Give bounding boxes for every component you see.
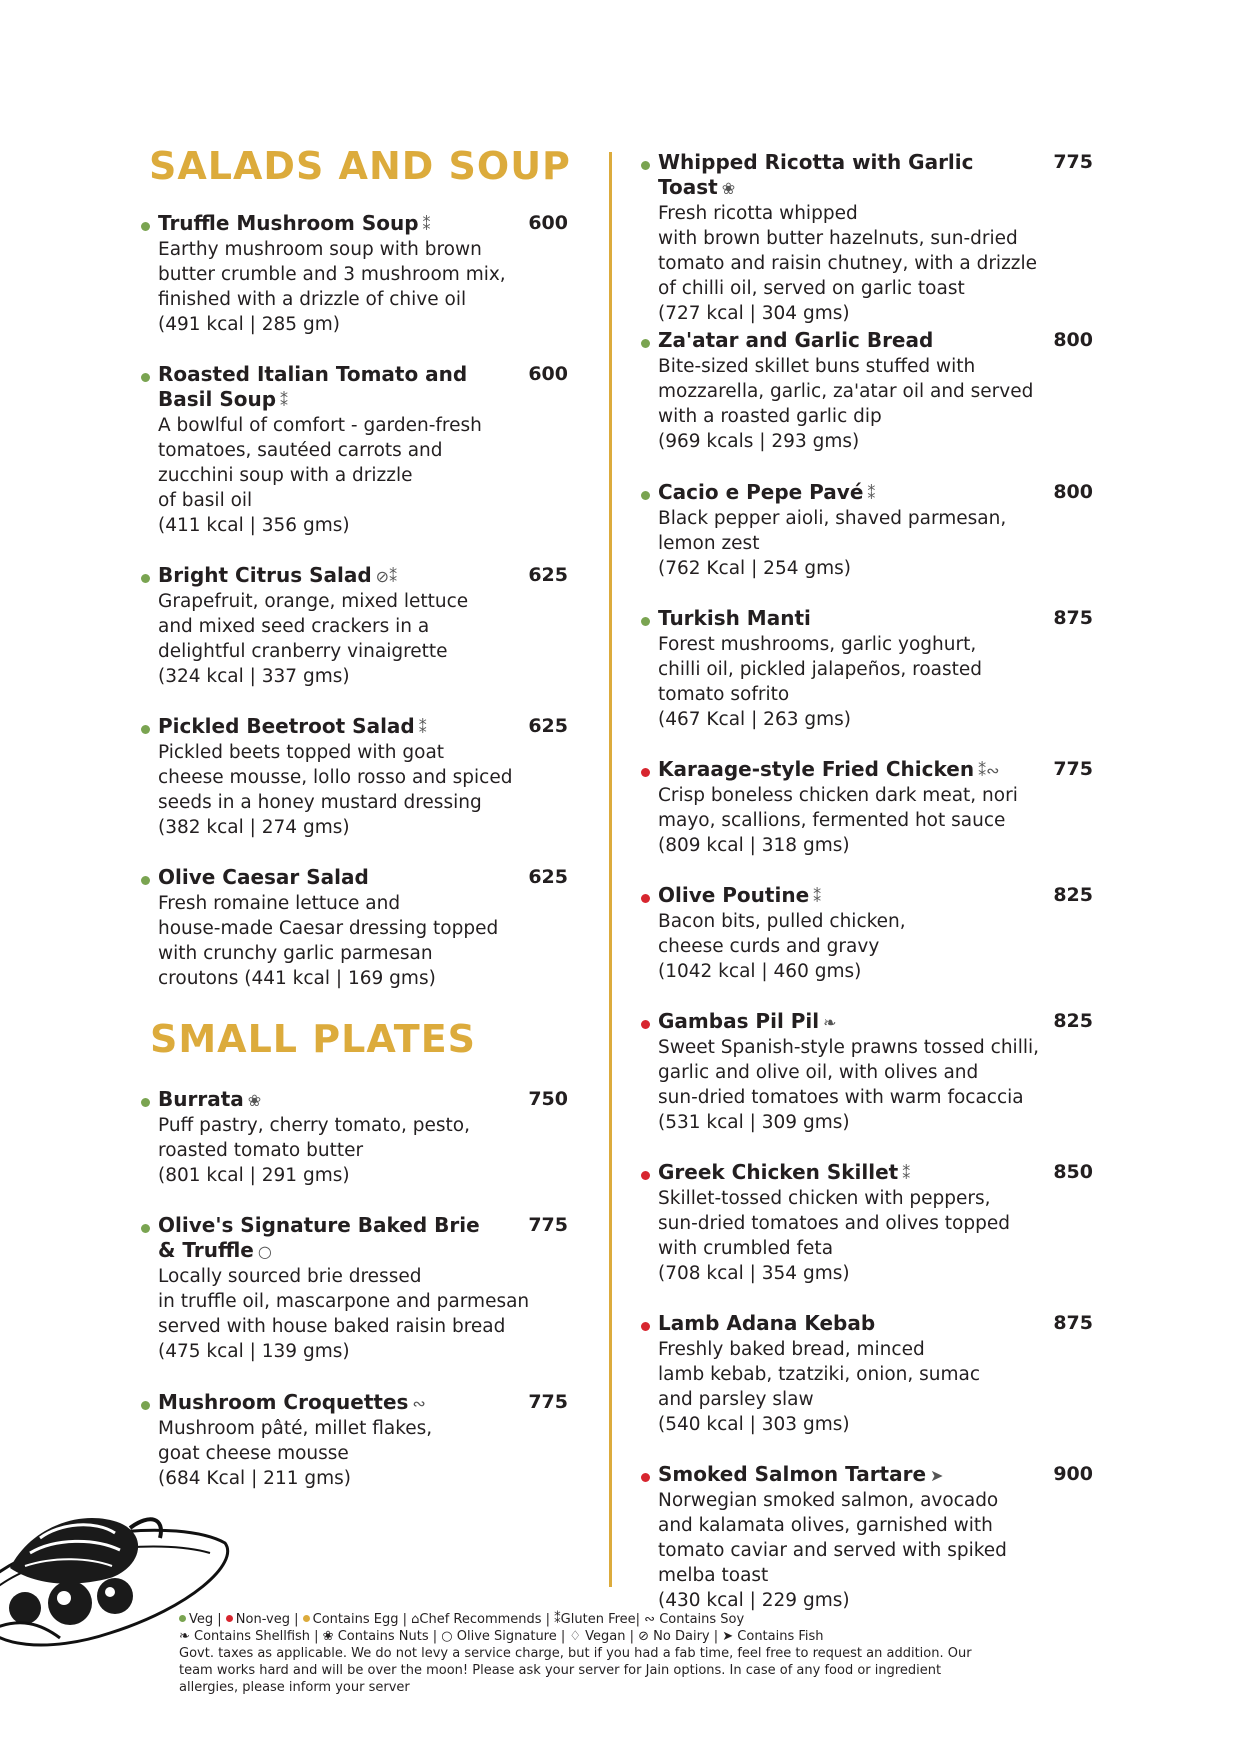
item-price: 850	[1053, 1161, 1093, 1183]
wheat-icon: ⁑	[418, 718, 427, 737]
item-description: Skillet-tossed chicken with peppers, sun-dried tomatoes and olives topped with crumbled feta (708 kcal | 354 gms)	[658, 1188, 1010, 1284]
item-name: Pickled Beetroot Salad	[158, 714, 415, 738]
veg-dot	[641, 339, 650, 348]
item-name: Greek Chicken Skillet	[658, 1160, 899, 1184]
item-description: Crisp boneless chicken dark meat, nori mayo, scallions, fermented hot sauce (809 kcal | 318 gms)	[658, 785, 1018, 856]
menu-item-whipped-ricotta	[658, 150, 1093, 326]
item-name: Gambas Pil Pil	[658, 1009, 820, 1033]
non-veg-dot	[641, 1322, 650, 1331]
veg-dot	[141, 876, 150, 885]
legend-notice: Govt. taxes as applicable. We do not levy a service charge, but if you had a fab time, feel free to request an addition. Our team works hard and will be over the moon! Please ask your server for Jain options. In case of any food or ingredient allergies, please inform your server	[179, 1646, 972, 1695]
menu-item-gambas-pil-pil	[658, 1009, 1093, 1135]
veg-dot	[141, 1401, 150, 1410]
menu-item-olive-caesar-salad	[158, 865, 568, 991]
wheat-icon: ⁑	[280, 391, 289, 410]
menu-item-baked-brie-truffle	[158, 1213, 568, 1364]
legend-footer	[179, 1611, 979, 1696]
item-price: 800	[1053, 481, 1093, 503]
menu-item-smoked-salmon-tartare	[658, 1462, 1093, 1613]
item-price: 800	[1053, 329, 1093, 351]
veg-dot	[141, 1098, 150, 1107]
item-price: 900	[1053, 1463, 1093, 1485]
shellfish-icon: ❧	[823, 1013, 837, 1032]
item-name: Roasted Italian Tomato and Basil Soup	[158, 362, 468, 411]
column-divider	[609, 152, 612, 1587]
item-name: Lamb Adana Kebab	[658, 1311, 876, 1335]
menu-item-bright-citrus-salad	[158, 563, 568, 689]
item-description: Norwegian smoked salmon, avocado and kalamata olives, garnished with tomato caviar and served with spiked melba toast (430 kcal | 229 gms)	[658, 1490, 1007, 1611]
item-price: 600	[528, 212, 568, 234]
item-name: Cacio e Pepe Pavé	[658, 480, 864, 504]
menu-item-roasted-tomato-basil-soup	[158, 362, 568, 538]
item-description: Freshly baked bread, minced lamb kebab, tzatziki, onion, sumac and parsley slaw (540 kcal | 303 gms)	[658, 1339, 981, 1435]
menu-item-karaage-fried-chicken	[658, 757, 1093, 858]
menu-item-zaatar-garlic-bread	[658, 328, 1093, 454]
item-description: Locally sourced brie dressed in truffle oil, mascarpone and parmesan served with house baked raisin bread (475 kcal | 139 gms)	[158, 1266, 530, 1362]
salads-and-soup-title: SALADS AND SOUP	[149, 144, 571, 188]
menu-item-pickled-beetroot-salad	[158, 714, 568, 840]
item-name: Turkish Manti	[658, 606, 811, 630]
item-price: 775	[1053, 758, 1093, 780]
egg-dot	[303, 1615, 310, 1622]
gluten-free-soy-icon: ⁑∾	[978, 761, 1000, 780]
item-description: Bacon bits, pulled chicken, cheese curds and gravy (1042 kcal | 460 gms)	[658, 911, 906, 982]
item-price: 825	[1053, 1010, 1093, 1032]
non-veg-dot	[641, 1020, 650, 1029]
item-name: Olive Poutine	[658, 883, 810, 907]
item-price: 625	[528, 715, 568, 737]
veg-dot	[641, 161, 650, 170]
menu-item-greek-chicken-skillet	[658, 1160, 1093, 1286]
veg-dot	[141, 373, 150, 382]
wheat-icon: ⁑	[867, 484, 876, 503]
legend-line-2: ❧ Contains Shellfish | ❀ Contains Nuts | ○ Olive Signature | ♢ Vegan | ⊘ No Dairy | ➤ Contains Fish	[179, 1629, 824, 1644]
item-name: Burrata	[158, 1087, 244, 1111]
item-price: 775	[528, 1214, 568, 1236]
veg-dot	[141, 1224, 150, 1233]
no-dairy-icon: ⊘⁑	[375, 567, 398, 586]
item-price: 750	[528, 1088, 568, 1110]
nuts-icon: ❀	[721, 179, 736, 198]
item-price: 875	[1053, 1312, 1093, 1334]
item-description: Sweet Spanish-style prawns tossed chilli, garlic and olive oil, with olives and sun-dried tomatoes with warm focaccia (531 kcal | 309 gms)	[658, 1037, 1039, 1133]
veg-dot	[141, 574, 150, 583]
legend-veg: Veg |	[189, 1612, 222, 1627]
item-name: Za'atar and Garlic Bread	[658, 328, 934, 352]
legend-line-1-rest: ⌂Chef Recommends | ⁑Gluten Free| ∾ Contains Soy	[411, 1612, 745, 1627]
item-price: 625	[528, 866, 568, 888]
item-description: Fresh ricotta whipped with brown butter hazelnuts, sun-dried tomato and raisin chutney, with a drizzle of chilli oil, served on garlic toast (727 kcal | 304 gms)	[658, 203, 1038, 324]
non-veg-dot	[226, 1615, 233, 1622]
non-veg-dot	[641, 768, 650, 777]
legend-line-1	[179, 1611, 979, 1628]
item-description: Mushroom pâté, millet flakes, goat cheese mousse (684 Kcal | 211 gms)	[158, 1418, 433, 1489]
item-name: Bright Citrus Salad	[158, 563, 372, 587]
veg-dot	[641, 617, 650, 626]
small-plates-title: SMALL PLATES	[150, 1017, 477, 1061]
item-description: Earthy mushroom soup with brown butter crumble and 3 mushroom mix, finished with a drizzle of chive oil (491 kcal | 285 gm)	[158, 239, 506, 335]
item-description: Bite-sized skillet buns stuffed with mozzarella, garlic, za'atar oil and served with a roasted garlic dip (969 kcals | 293 gms)	[658, 356, 1034, 452]
item-description: Forest mushrooms, garlic yoghurt, chilli oil, pickled jalapeños, roasted tomato sofrito (467 Kcal | 263 gms)	[658, 634, 983, 730]
menu-item-truffle-mushroom-soup	[158, 211, 568, 337]
item-price: 600	[528, 363, 568, 385]
wheat-icon: ⁑	[902, 1164, 911, 1183]
item-description: A bowlful of comfort - garden-fresh tomatoes, sautéed carrots and zucchini soup with a drizzle of basil oil (411 kcal | 356 gms)	[158, 415, 482, 536]
veg-dot	[141, 725, 150, 734]
menu-item-lamb-adana-kebab	[658, 1311, 1093, 1437]
nuts-icon: ❀	[247, 1091, 262, 1110]
legend-nonveg: Non-veg |	[235, 1612, 299, 1627]
item-description: Fresh romaine lettuce and house-made Caesar dressing topped with crunchy garlic parmesan croutons (441 kcal | 169 gms)	[158, 893, 499, 989]
item-name: Smoked Salmon Tartare	[658, 1462, 927, 1486]
legend-egg: Contains Egg |	[312, 1612, 407, 1627]
menu-item-burrata	[158, 1087, 568, 1188]
item-description: Pickled beets topped with goat cheese mousse, lollo rosso and spiced seeds in a honey mustard dressing (382 kcal | 274 gms)	[158, 742, 513, 838]
item-price: 775	[1053, 151, 1093, 173]
soy-icon: ∾	[412, 1394, 426, 1413]
non-veg-dot	[641, 894, 650, 903]
item-description: Grapefruit, orange, mixed lettuce and mixed seed crackers in a delightful cranberry vinaigrette (324 kcal | 337 gms)	[158, 591, 469, 687]
item-price: 875	[1053, 607, 1093, 629]
item-description: Puff pastry, cherry tomato, pesto, roasted tomato butter (801 kcal | 291 gms)	[158, 1115, 470, 1186]
item-name: Karaage-style Fried Chicken	[658, 757, 975, 781]
menu-item-cacio-e-pepe-pave	[658, 480, 1093, 581]
veg-dot	[141, 222, 150, 231]
non-veg-dot	[641, 1473, 650, 1482]
menu-item-turkish-manti	[658, 606, 1093, 732]
fish-icon: ➤	[930, 1466, 944, 1485]
item-name: Olive Caesar Salad	[158, 865, 369, 889]
item-name: Olive's Signature Baked Brie & Truffle	[158, 1213, 480, 1262]
wheat-icon: ⁑	[422, 215, 431, 234]
item-price: 775	[528, 1391, 568, 1413]
menu-item-olive-poutine	[658, 883, 1093, 984]
item-name: Mushroom Croquettes	[158, 1390, 409, 1414]
item-price: 625	[528, 564, 568, 586]
wheat-icon: ⁑	[813, 887, 822, 906]
item-name: Truffle Mushroom Soup	[158, 211, 419, 235]
item-price: 825	[1053, 884, 1093, 906]
non-veg-dot	[641, 1171, 650, 1180]
olive-signature-icon: ○	[257, 1242, 272, 1261]
veg-dot	[179, 1615, 186, 1622]
item-name: Whipped Ricotta with Garlic Toast	[658, 150, 974, 199]
item-description: Black pepper aioli, shaved parmesan, lemon zest (762 Kcal | 254 gms)	[658, 508, 1007, 579]
veg-dot	[641, 491, 650, 500]
